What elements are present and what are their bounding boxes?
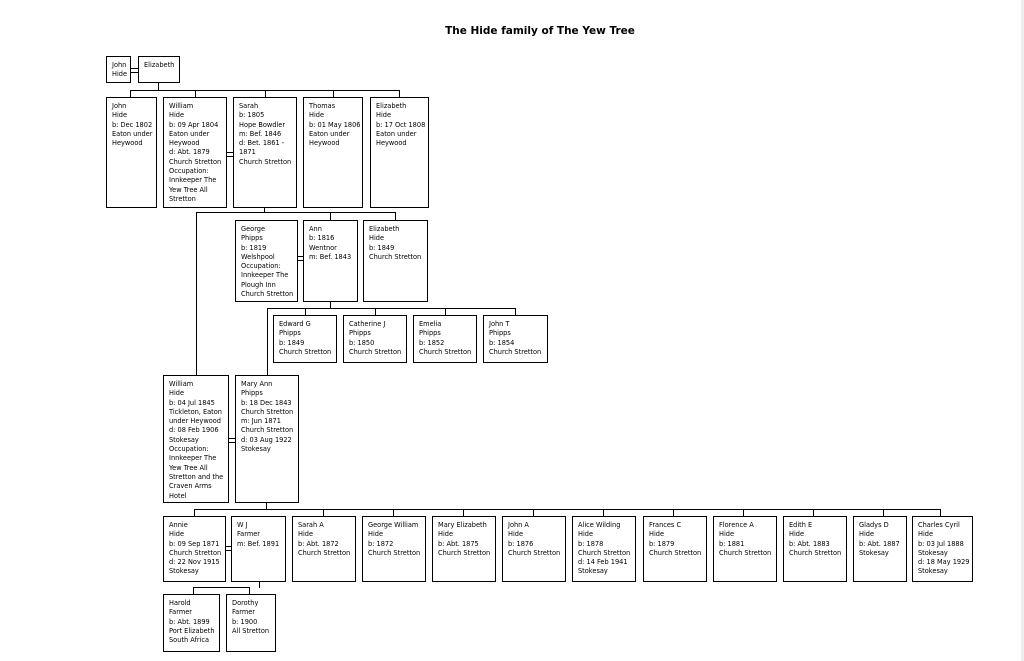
person-box-emelia-phipps: Emelia Phipps b: 1852 Church Stretton <box>413 315 477 363</box>
person-box-sarah: Sarah b: 1805 Hope Bowdler m: Bef. 1846 d: Bet. 1861 - 1871 Church Stretton <box>233 97 297 208</box>
connector <box>673 509 674 516</box>
page-title: The Hide family of The Yew Tree <box>445 25 635 37</box>
connector <box>196 212 396 213</box>
connector <box>130 68 138 69</box>
person-box-gladys-d-hide: Gladys D Hide b: Abt. 1887 Stokesay <box>853 516 907 582</box>
connector <box>813 509 814 516</box>
connector <box>305 308 306 315</box>
person-box-harold-farmer: Harold Farmer b: Abt. 1899 Port Elizabeth South Africa <box>163 594 220 652</box>
connector <box>196 212 197 375</box>
person-box-sarah-a-hide: Sarah A Hide b: Abt. 1872 Church Stretton <box>292 516 356 582</box>
connector <box>445 308 446 315</box>
connector <box>323 509 324 516</box>
connector <box>375 308 376 315</box>
connector <box>399 90 400 97</box>
connector <box>193 587 194 594</box>
connector <box>940 509 941 516</box>
person-box-john-hide: John Hide b: Dec 1802 Eaton under Heywood <box>106 97 157 208</box>
connector <box>193 587 250 588</box>
person-box-charles-cyril-hide: Charles Cyril Hide b: 03 Jul 1888 Stokesay d: 18 May 1929 Stokesay <box>912 516 973 582</box>
person-box-george-william-hide: George William Hide b: 1872 Church Stretton <box>362 516 426 582</box>
person-box-edith-e-hide: Edith E Hide b: Abt. 1883 Church Stretton <box>783 516 847 582</box>
connector <box>883 509 884 516</box>
person-box-alice-wilding-hide: Alice Wilding Hide b: 1878 Church Stretton d: 14 Feb 1941 Stokesay <box>572 516 636 582</box>
person-box-william-hide-1845: William Hide b: 04 Jul 1845 Tickleton, Eaton under Heywood d: 08 Feb 1906 Stokesay Occupation: Innkeeper The Yew Tree All Stretton and the Craven Arms Hotel <box>163 375 229 503</box>
person-box-william-hide: William Hide b: 09 Apr 1804 Eaton under Heywood d: Abt. 1879 Church Stretton Occupation: Innkeeper The Yew Tree All Stretton <box>163 97 227 208</box>
person-box-george-phipps: George Phipps b: 1819 Welshpool Occupation: Innkeeper The Plough Inn Church Stretton <box>235 220 298 302</box>
connector <box>603 509 604 516</box>
person-box-elizabeth-hide: Elizabeth Hide b: 17 Oct 1808 Eaton under Heywood <box>370 97 429 208</box>
connector <box>130 90 131 97</box>
person-box-elizabeth-gen0: Elizabeth <box>138 56 180 83</box>
connector <box>259 582 260 588</box>
connector <box>130 72 138 73</box>
person-box-frances-c-hide: Frances C Hide b: 1879 Church Stretton <box>643 516 707 582</box>
person-box-catherine-j-phipps: Catherine J Phipps b: 1850 Church Stretton <box>343 315 407 363</box>
person-box-ann: Ann b: 1816 Wentnor m: Bef. 1843 <box>303 220 358 302</box>
connector <box>333 90 334 97</box>
person-box-elizabeth-hide-1849: Elizabeth Hide b: 1849 Church Stretton <box>363 220 428 302</box>
person-box-mary-ann-phipps: Mary Ann Phipps b: 18 Dec 1843 Church Stretton m: Jun 1871 Church Stretton d: 03 Aug 1922 Stokesay <box>235 375 299 503</box>
connector <box>249 587 250 594</box>
person-box-edward-g-phipps: Edward G Phipps b: 1849 Church Stretton <box>273 315 337 363</box>
connector <box>194 509 941 510</box>
person-box-thomas-hide: Thomas Hide b: 01 May 1806 Eaton under Heywood <box>303 97 363 208</box>
person-box-john-hide-gen0: John Hide <box>106 56 131 83</box>
connector <box>195 90 196 97</box>
person-box-annie-hide: Annie Hide b: 09 Sep 1871 Church Stretton d: 22 Nov 1915 Stokesay <box>163 516 226 582</box>
connector <box>393 509 394 516</box>
connector <box>463 509 464 516</box>
person-box-mary-elizabeth-hide: Mary Elizabeth Hide b: Abt. 1875 Church Stretton <box>432 516 496 582</box>
person-box-john-a-hide: John A Hide b: 1876 Church Stretton <box>502 516 566 582</box>
connector <box>265 90 266 97</box>
connector <box>194 509 195 516</box>
connector <box>515 308 516 315</box>
connector <box>267 308 268 375</box>
person-box-dorothy-farmer: Dorothy Farmer b: 1900 All Stretton <box>226 594 276 652</box>
connector <box>533 509 534 516</box>
person-box-john-t-phipps: John T Phipps b: 1854 Church Stretton <box>483 315 548 363</box>
person-box-w-j-farmer: W J Farmer m: Bef. 1891 <box>231 516 286 582</box>
person-box-florence-a-hide: Florence A Hide b: 1881 Church Stretton <box>713 516 777 582</box>
connector <box>743 509 744 516</box>
